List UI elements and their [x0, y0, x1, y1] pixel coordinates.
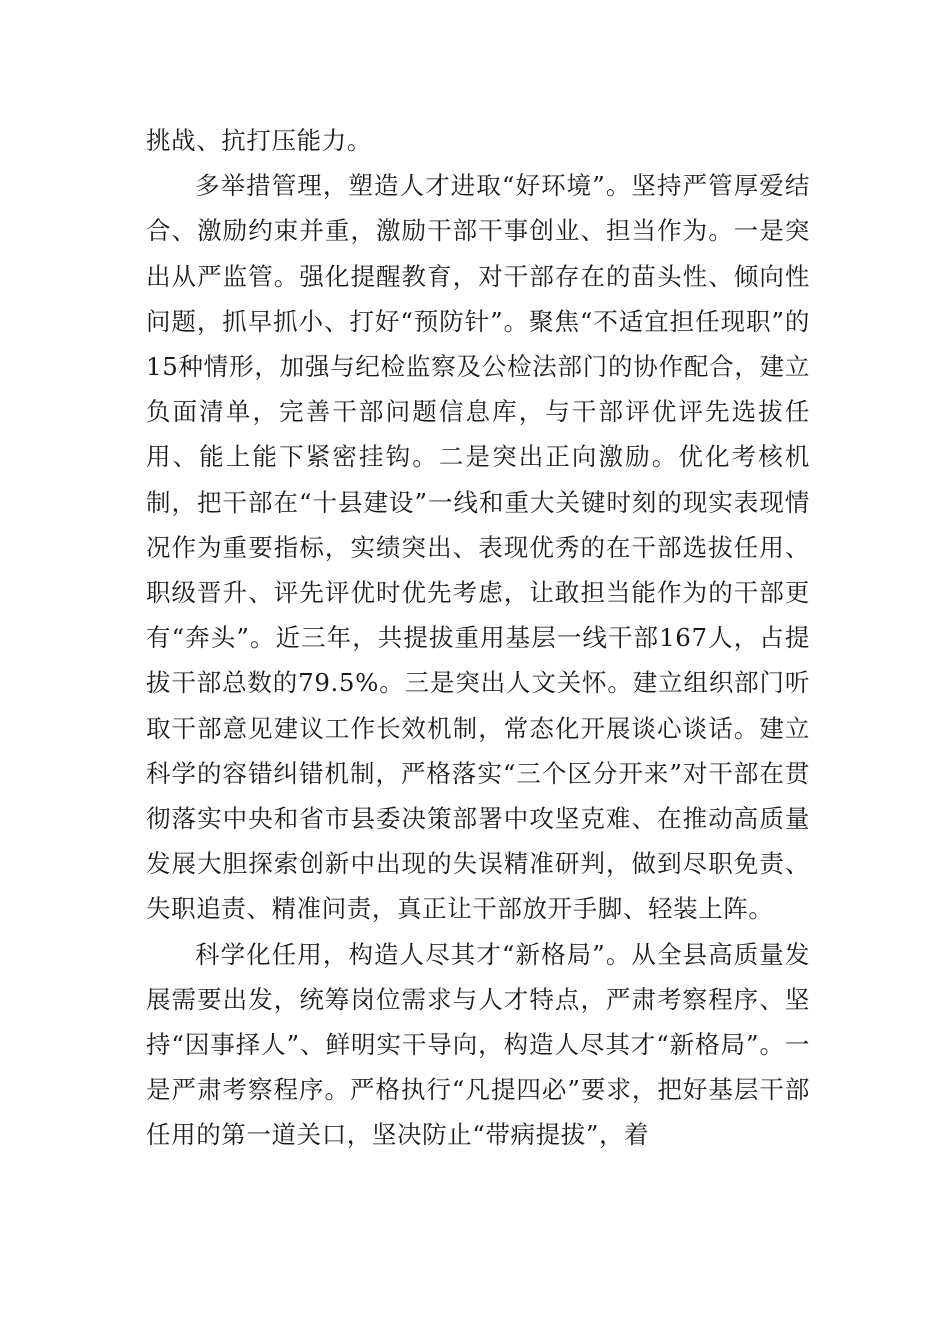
paragraph-continuation: 挑战、抗打压能力。: [146, 126, 372, 155]
body-text: [146, 118, 810, 1158]
paragraph-management: 多举措管理，塑造人才进取“好环境”。坚持严管厚爱结合、激励约束并重，激励干部干事创业、担当作为。一是突出从严监管。强化提醒教育，对干部存在的苗头性、倾向性问题，抓早抓小、打好“预防针”。聚焦“不适宜担任现职”的15种情形，加强与纪检监察及公检法部门的协作配合，建立负面清单，完善干部问题信息库，与干部评优评先选拔任用、能上能下紧密挂钩。二是突出正向激励。优化考核机制，把干部在“十县建设”一线和重大关键时刻的现实表现情况作为重要指标，实绩突出、表现优秀的在干部选拔任用、职级晋升、评先评优时优先考虑，让敢担当能作为的干部更有“奔头”。近三年，共提拔重用基层一线干部167人，占提拔干部总数的79.5%。三是突出人文关怀。建立组织部门听取干部意见建议工作长效机制，常态化开展谈心谈话。建立科学的容错纠错机制，严格落实“三个区分开来”对干部在贯彻落实中央和省市县委决策部署中攻坚克难、在推动高质量发展大胆探索创新中出现的失误精准研判，做到尽职免责、失职追责、精准问责，真正让干部放开手脚、轻装上阵。: [146, 171, 810, 924]
paragraph-appointment: 科学化任用，构造人尽其才“新格局”。从全县高质量发展需要出发，统筹岗位需求与人才特点，严肃考察程序、坚持“因事择人”、鲜明实干导向，构造人尽其才“新格局”。一是严肃考察程序。严格执行“凡提四必”要求，把好基层干部任用的第一道关口，坚决防止“带病提拔”，着: [146, 939, 810, 1150]
